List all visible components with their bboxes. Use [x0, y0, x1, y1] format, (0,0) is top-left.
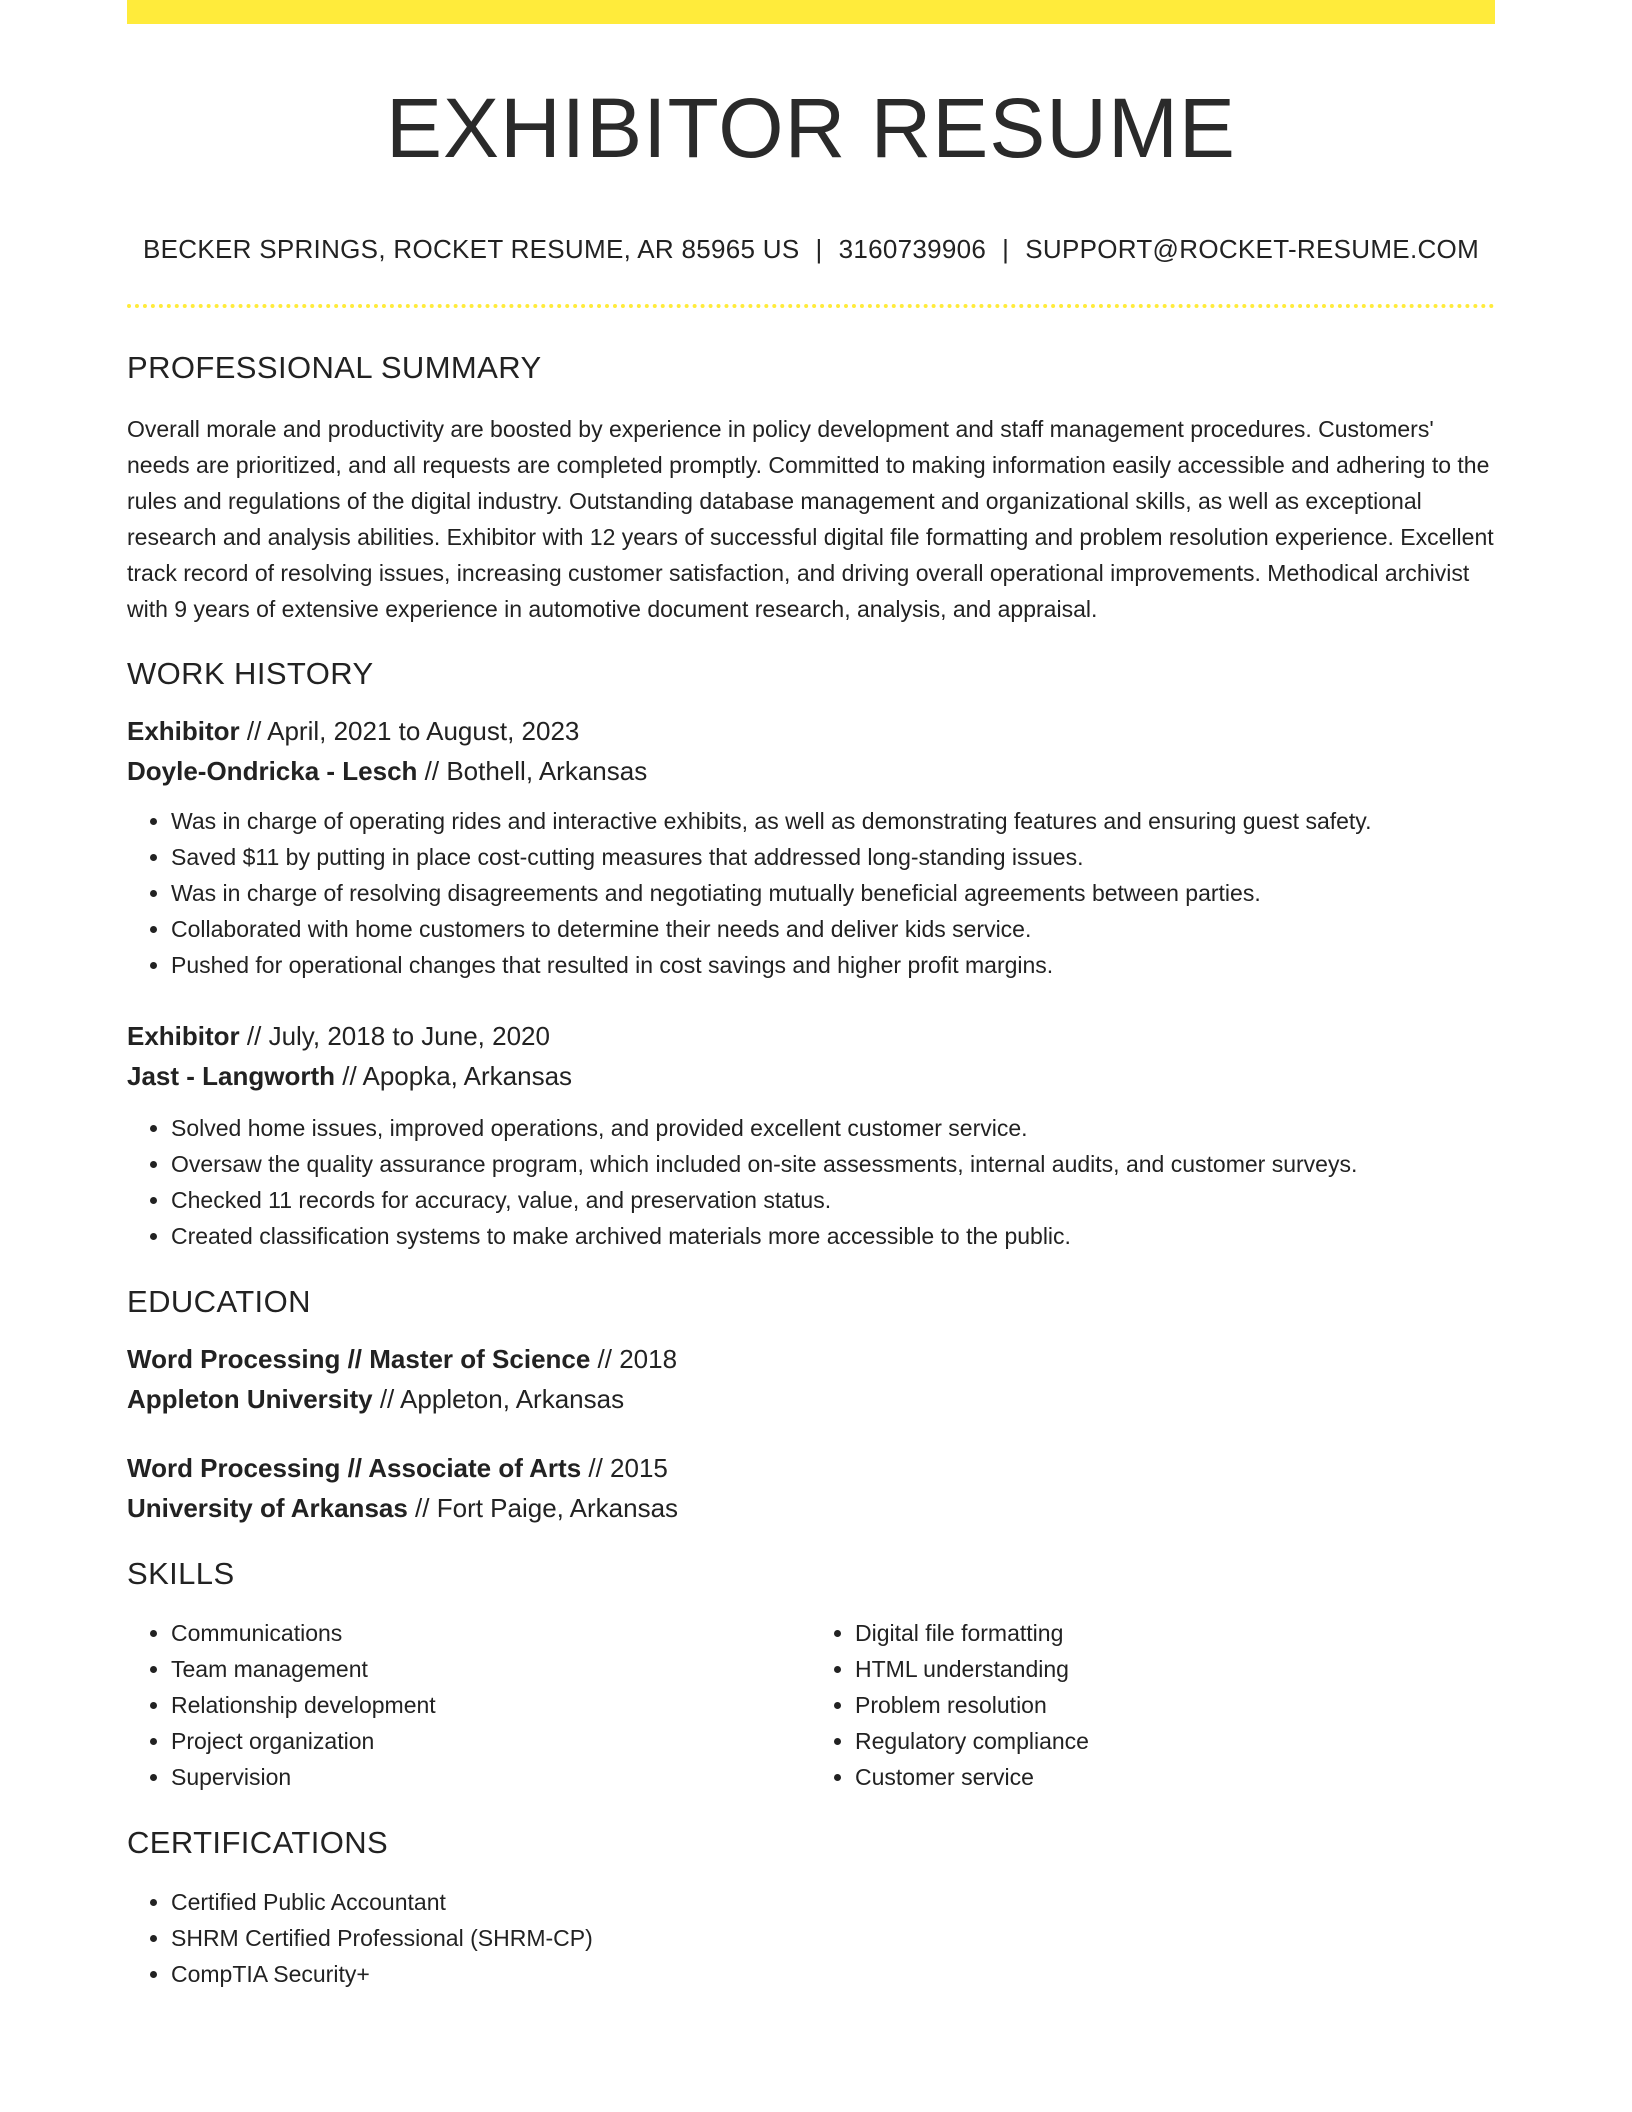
contact-separator: | [1002, 234, 1010, 264]
job-location: // Bothell, Arkansas [417, 756, 648, 786]
contact-address: BECKER SPRINGS, ROCKET RESUME, AR 85965 US [142, 234, 800, 264]
education-year: // 2018 [590, 1344, 678, 1374]
list-item: • SHRM Certified Professional (SHRM-CP) [171, 1920, 1495, 1956]
skills-left-list [127, 1615, 811, 1795]
contact-line [127, 234, 1495, 265]
education-school: Appleton University [127, 1384, 373, 1414]
education-location: // Appleton, Arkansas [372, 1384, 625, 1414]
education-heading: EDUCATION [127, 1284, 311, 1319]
dotted-divider [127, 304, 1495, 308]
job-company: Doyle-Ondricka - Lesch [127, 756, 418, 786]
contact-email: SUPPORT@ROCKET-RESUME.COM [1025, 234, 1480, 264]
list-item: • Relationship development [171, 1687, 811, 1723]
list-item: • Communications [171, 1615, 811, 1651]
list-item: • Digital file formatting [855, 1615, 1495, 1651]
education-school-line [127, 1488, 1495, 1528]
summary-heading: PROFESSIONAL SUMMARY [127, 350, 542, 385]
resume-page [127, 0, 1495, 1992]
job-company: Jast - Langworth [127, 1061, 336, 1091]
contact-separator: | [815, 234, 823, 264]
education-school-line [127, 1379, 1495, 1419]
skills-heading: SKILLS [127, 1556, 235, 1591]
job-title-line [127, 711, 1495, 751]
skills-columns [127, 1615, 1495, 1795]
contact-phone: 3160739906 [838, 234, 987, 264]
job-company-line [127, 751, 1495, 791]
list-item: • Checked 11 records for accuracy, value, and preservation status. [171, 1182, 1495, 1218]
certifications-heading: CERTIFICATIONS [127, 1825, 389, 1860]
education-entry [127, 1339, 1495, 1419]
job-bullets [127, 1110, 1495, 1254]
education-degree-line [127, 1448, 1495, 1488]
list-item: • Created classification systems to make archived materials more accessible to the public. [171, 1218, 1495, 1254]
education-entry [127, 1448, 1495, 1528]
list-item: • Saved $11 by putting in place cost-cutting measures that addressed long-standing issues. [171, 839, 1495, 875]
job-location: // Apopka, Arkansas [335, 1061, 573, 1091]
work-history-heading: WORK HISTORY [127, 656, 374, 691]
certifications-list [127, 1884, 1495, 1992]
list-item: • Pushed for operational changes that resulted in cost savings and higher profit margins. [171, 947, 1495, 983]
list-item: • Oversaw the quality assurance program, which included on-site assessments, internal audits, and customer surveys. [171, 1146, 1495, 1182]
job-bullets [127, 803, 1495, 983]
list-item: • Problem resolution [855, 1687, 1495, 1723]
education-school: University of Arkansas [127, 1493, 408, 1523]
list-item: • Project organization [171, 1723, 811, 1759]
list-item: • Solved home issues, improved operations, and provided excellent customer service. [171, 1110, 1495, 1146]
list-item: • Team management [171, 1651, 811, 1687]
job-entry [127, 711, 1495, 983]
job-dates: // July, 2018 to June, 2020 [239, 1021, 550, 1051]
job-entry [127, 1016, 1495, 1254]
job-title: Exhibitor [127, 1021, 240, 1051]
list-item: • Supervision [171, 1759, 811, 1795]
education-degree-line [127, 1339, 1495, 1379]
job-title-line [127, 1016, 1495, 1056]
education-location: // Fort Paige, Arkansas [407, 1493, 679, 1523]
list-item: • Collaborated with home customers to determine their needs and deliver kids service. [171, 911, 1495, 947]
list-item: • Was in charge of resolving disagreements and negotiating mutually beneficial agreements between parties. [171, 875, 1495, 911]
job-dates: // April, 2021 to August, 2023 [239, 716, 580, 746]
list-item: • HTML understanding [855, 1651, 1495, 1687]
skills-right-list [811, 1615, 1495, 1795]
list-item: • Was in charge of operating rides and interactive exhibits, as well as demonstrating features and ensuring guest safety. [171, 803, 1495, 839]
list-item: • Regulatory compliance [855, 1723, 1495, 1759]
education-degree: Word Processing // Associate of Arts [127, 1453, 582, 1483]
job-title: Exhibitor [127, 716, 240, 746]
education-year: // 2015 [581, 1453, 668, 1483]
education-degree: Word Processing // Master of Science [127, 1344, 591, 1374]
list-item: • CompTIA Security+ [171, 1956, 1495, 1992]
resume-title: EXHIBITOR RESUME [386, 81, 1236, 175]
job-company-line [127, 1056, 1495, 1096]
summary-text: Overall morale and productivity are boosted by experience in policy development and staff management procedures. Customers' needs are prioritized, and all requests are completed promptly. Committed to making information easily accessible and adhering to the rules and regulations of the digital industry. Outstanding database management and organizational skills, as well as exceptional research and analysis abilities. Exhibitor with 12 years of successful digital file formatting and problem resolution experience. Excellent track record of resolving issues, increasing customer satisfaction, and driving overall operational improvements. Methodical archivist with 9 years of extensive experience in automotive document research, analysis, and appraisal. [127, 416, 1494, 622]
accent-top-bar [127, 0, 1495, 24]
list-item: • Customer service [855, 1759, 1495, 1795]
list-item: • Certified Public Accountant [171, 1884, 1495, 1920]
